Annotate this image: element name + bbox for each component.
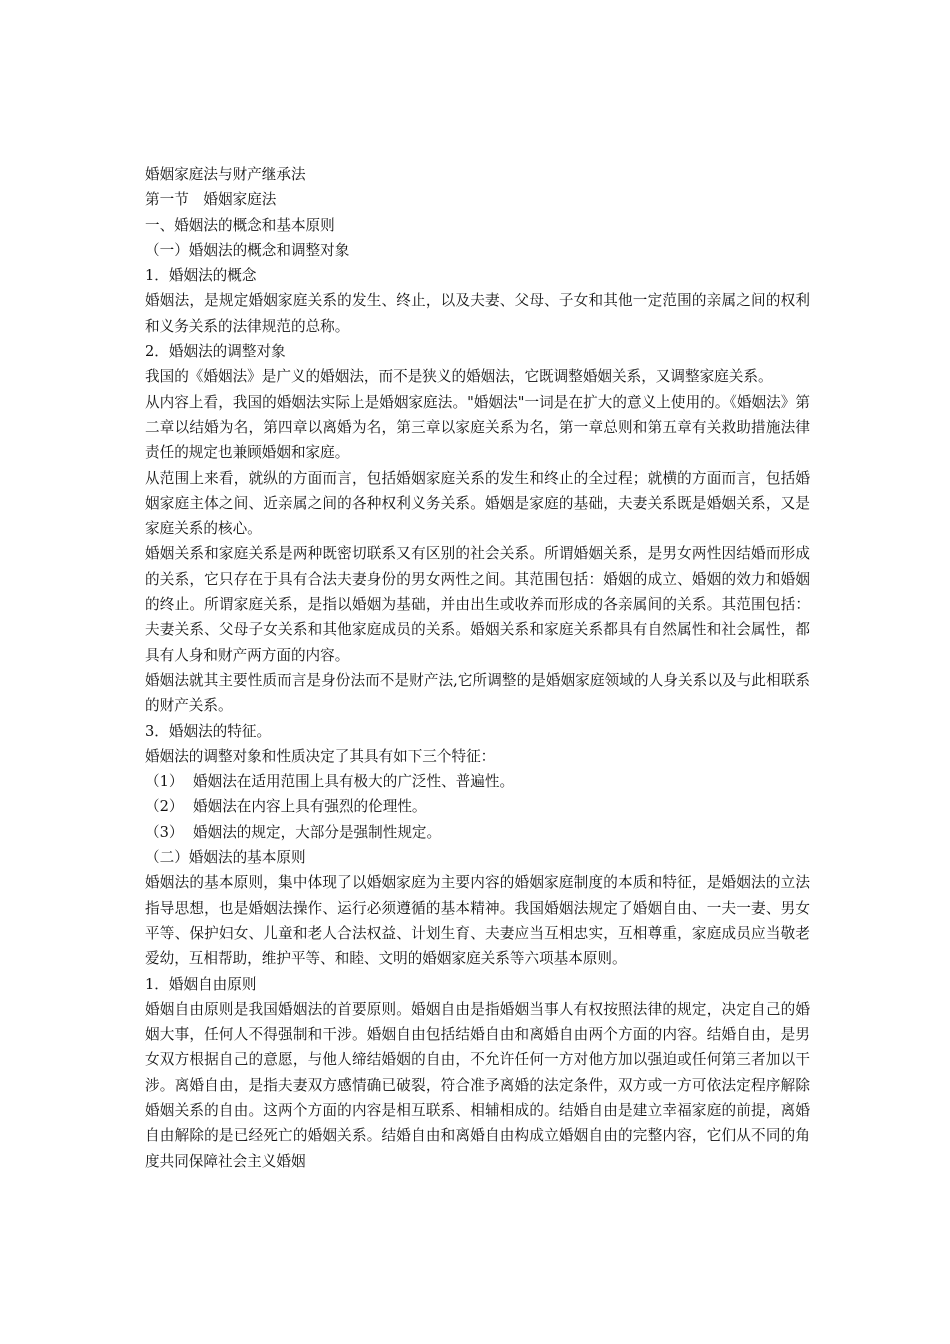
feature-number: （3） <box>145 823 184 841</box>
paragraph-nature: 婚姻法就其主要性质而言是身份法而不是财产法,它所调整的是婚姻家庭领域的人身关系以及与此相联系的财产关系。 <box>145 671 810 715</box>
heading-freedom-of-marriage: 1．婚姻自由原则 <box>145 975 257 993</box>
heading-level-1: 一、婚姻法的概念和基本原则 <box>145 216 335 234</box>
paragraph-scope: 从范围上来看，就纵的方面而言，包括婚姻家庭关系的发生和终止的全过程；就横的方面而言，包括婚姻家庭主体之间、近亲属之间的各种权利义务关系。婚姻是家庭的基础，夫妻关系既是婚姻关系，又是家庭关系的核心。 <box>145 469 810 538</box>
feature-text: 婚姻法在适用范围上具有极大的广泛性、普遍性。 <box>193 773 515 791</box>
paragraph-definition: 婚姻法，是规定婚姻家庭关系的发生、终止，以及夫妻、父母、子女和其他一定范围的亲属之间的权利和义务关系的法律规范的总称。 <box>145 292 810 335</box>
paragraph-principles: 婚姻法的基本原则，集中体现了以婚姻家庭为主要内容的婚姻家庭制度的本质和特征，是婚姻法的立法指导思想，也是婚姻法操作、运行必须遵循的基本精神。我国婚姻法规定了婚姻自由、一夫一妻、男女平等、保护妇女、儿童和老人合法权益、计划生育、夫妻应当互相忠实，互相尊重，家庭成员应当敬老爱幼，互相帮助，维护平等、和睦、文明的婚姻家庭关系等六项基本原则。 <box>145 874 810 968</box>
feature-text: 婚姻法在内容上具有强烈的伦理性。 <box>193 798 427 816</box>
heading-features: 3．婚姻法的特征。 <box>145 722 272 740</box>
feature-item <box>145 769 810 794</box>
heading-basic-principles: （二）婚姻法的基本原则 <box>145 849 306 867</box>
feature-number: （2） <box>145 798 184 816</box>
feature-text: 婚姻法的规定，大部分是强制性规定。 <box>193 823 442 841</box>
heading-concept: 1．婚姻法的概念 <box>145 267 257 285</box>
feature-item <box>145 794 810 819</box>
paragraph-freedom-of-marriage: 婚姻自由原则是我国婚姻法的首要原则。婚姻自由是指婚姻当事人有权按照法律的规定，决定自己的婚姻大事，任何人不得强制和干涉。婚姻自由包括结婚自由和离婚自由两个方面的内容。结婚自由，是男女双方根据自己的意愿，与他人缔结婚姻的自由，不允许任何一方对他方加以强迫或任何第三者加以干涉。离婚自由，是指夫妻双方感情确已破裂，符合准予离婚的法定条件，双方或一方可依法定程序解除婚姻关系的自由。这两个方面的内容是相互联系、相辅相成的。结婚自由是建立幸福家庭的前提，离婚自由解除的是已经死亡的婚姻关系。结婚自由和离婚自由构成立婚姻自由的完整内容，它们从不同的角度共同保障社会主义婚姻 <box>145 1000 810 1170</box>
paragraph-features-intro: 婚姻法的调整对象和性质决定了其具有如下三个特征： <box>145 747 496 765</box>
document-page <box>145 162 810 1174</box>
paragraph-relations: 婚姻关系和家庭关系是两种既密切联系又有区别的社会关系。所谓婚姻关系，是男女两性因结婚而形成的关系，它只存在于具有合法夫妻身份的男女两性之间。其范围包括：婚姻的成立、婚姻的效力和婚姻的终止。所谓家庭关系，是指以婚姻为基础，并由出生或收养而形成的各亲属间的关系。其范围包括：夫妻关系、父母子女关系和其他家庭成员的关系。婚姻关系和家庭关系都具有自然属性和社会属性，都具有人身和财产两方面的内容。 <box>145 545 810 664</box>
section-heading: 第一节 婚姻家庭法 <box>145 191 277 209</box>
heading-adjustment-object: 2．婚姻法的调整对象 <box>145 343 286 361</box>
paragraph-broad-sense: 我国的《婚姻法》是广义的婚姻法，而不是狭义的婚姻法，它既调整婚姻关系，又调整家庭关系。 <box>145 368 773 386</box>
paragraph-content: 从内容上看，我国的婚姻法实际上是婚姻家庭法。"婚姻法"一词是在扩大的意义上使用的。《婚姻法》第二章以结婚为名，第四章以离婚为名，第三章以家庭关系为名，第一章总则和第五章有关救助措施法律责任的规定也兼顾婚姻和家庭。 <box>145 393 810 462</box>
document-title: 婚姻家庭法与财产继承法 <box>145 166 306 183</box>
feature-number: （1） <box>145 773 184 791</box>
feature-item <box>145 820 810 845</box>
heading-concept-and-object: （一）婚姻法的概念和调整对象 <box>145 241 350 259</box>
